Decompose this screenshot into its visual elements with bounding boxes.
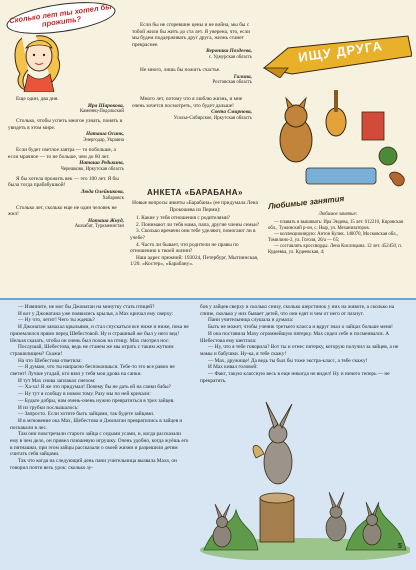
letter-signature: Наташа Редькина, (79, 160, 124, 167)
letter (8, 118, 124, 144)
letter-signature: Наташа Жнуд, (87, 217, 124, 224)
letter-location: Ашхабат, Туркменистан (74, 224, 124, 230)
story-column-left (10, 304, 190, 472)
letter-signature: Наташа Осинк, (86, 131, 124, 138)
story-paragraph: Пани учительница слушала и думала: (208, 317, 294, 324)
story-paragraph: — Ну что, летит! Чего ты ждешь? (18, 317, 95, 324)
hobby-label: Любимые занятия (267, 194, 345, 211)
story-paragraph: И вот у Джонатана уже появились крылья, а Мах кричал ему сверху: (18, 310, 174, 317)
story-paragraph: И Джонатан замахал крыльями, и стал спускаться все ниже и ниже, пока не приземлился прямо перед Шебестовой. Ну и страшный же был у него вид! Нельзя сказать, чтобы он очень был похож на птицу. Мах смотрел нос: (10, 324, 189, 344)
story-paragraph: — Ну, что я тебе говорила? Вот ты и отнес пятерку, которую получил за зайцев, а не мамы и бабушки. Ну-ка, я тебе скажу! (200, 344, 399, 357)
story-paragraph: И она поставила Маху огромнейшую пятерку. Мах сидел себе и посмеивался. А Шебестова ему шептала: (200, 330, 390, 344)
letter-location: Ростовская область (212, 80, 252, 86)
letter-location: с. Удмурская область (208, 54, 252, 60)
anketa-question: 4. Часто ли бывает, что родители не правы по отношению к твоей жизни? (130, 241, 239, 255)
letter (132, 67, 252, 86)
letter (8, 176, 124, 202)
story-paragraph: И тут Мах снова заплакал смехом: (18, 377, 96, 384)
bubble-title-text: Сколько лет ты хотел бы прожить? (8, 1, 113, 29)
story-paragraph: — Факт, такую классную весь в еще никогда не видел! Ну и ничего теперь — не прекратить. (200, 371, 390, 384)
friend-banner (262, 30, 412, 78)
hobby-item: — коллекционирую: Антон Кулик. 140070, Московская обл., Томилино-2, ул. Гоголя, 20/a — 65; (268, 232, 398, 243)
letter (8, 205, 124, 231)
anketa-title: АНКЕТА «БАРАБАНА» (147, 188, 243, 197)
story-paragraph: Быть не может, чтобы ученик третьего класса и вдруг знал о зайцах больше меня! (208, 324, 393, 331)
hobbies-title: Любимое занятие: (318, 212, 358, 217)
letter-text: Столько, чтобы успеть многое узнать, понять и увидеть в этом мире. (8, 118, 123, 131)
letter-location: Черешково, Иркутская область (60, 166, 124, 172)
page-number: 5 (398, 543, 402, 550)
letter (8, 147, 124, 173)
letters-col-1 (8, 96, 124, 230)
letter (132, 96, 252, 122)
hobbies-list (268, 212, 408, 256)
letter-location: Каменец-Подольский (80, 109, 124, 115)
story-paragraph: И в мгновение ока Мах, Шебестова и Джонатан превратились в зайцев и поскакали в лес. (10, 417, 183, 431)
girl-illustration (8, 30, 68, 92)
letter-text: Еще один, два дня. (16, 96, 59, 102)
story-paragraph: — Ха-ха! Я же это придумал! Почему бы не дать ей на санки бабы? (18, 384, 171, 391)
story-paragraph: — Ну тут я сообщу в новом тому. Разу мы по ней кричали: (18, 391, 151, 398)
story-paragraph: — Извините, не мог бы Джонатан на минутку стать птицей? (18, 304, 155, 310)
anketa-intro: Новые вопросы анкеты «Барабана» (ее придумала Лена Прокошева из Перми): (132, 200, 258, 213)
story-paragraph: И из трубки послышалось: (18, 404, 79, 411)
letter-location: Усолье-Сибирское, Иркутская область (173, 115, 252, 121)
letter-signature: Ира Шарокова, (87, 102, 124, 109)
letter-signature: Света Смирнова, (211, 109, 252, 116)
hobby-item: — составлять кроссворды. Лена Кислицына. 12 лет. 452450, п. Кудеевка, ул. Кудеевская, 4; (268, 244, 403, 255)
letter (8, 96, 124, 115)
hobby-illustration (266, 82, 412, 202)
letter-signature: Галина, (233, 73, 252, 80)
letter-text: Если будет светлое завтра — то побольше, а если мрачное — то не больше, чем до 60 лет. (8, 146, 116, 160)
hares-illustration (196, 400, 410, 560)
story-paragraph: — Будьте добры, нам очень-очень нужно превратиться в трех зайцев. (18, 397, 175, 404)
letter-text: Я бы хотела прожить век — это 100 лет. Я бы была тогда прабабушкой! (8, 175, 119, 189)
letter-signature: Вероника Поздеева, (206, 48, 252, 55)
letter-text: Не много, лишь бы пожить счастье. (140, 66, 221, 73)
story-paragraph: — Мах, дружище! Да ведь ты был бы тоже экстра-класс, а тебе скажу! (208, 357, 368, 364)
letter-text: Если бы не сгоревшие цены и не война, мы бы с тобой жили бы жить до ста лет. Я уверена, что, если мы будем поддерживать друг друга, жизнь станет прекраснее. (132, 22, 251, 48)
letter-location: Хабаровск (102, 195, 124, 201)
story-paragraph: Там они повстречали старого зайца с седыми усами, и, когда рассказали ему в чем дело, он привел плюшевую игрушку. Очень удобно, когда жуёшь его в пятнашки, при этом зайцы рассказали о своей жизни и разрешили детям считать себя зайцами. (10, 431, 189, 458)
story-paragraph: Послушай, Шебестова, ведь не станем же мы играть с таким жутким страшилищем? Скажи! (10, 344, 174, 357)
letter-signature: Люда Олейникова, (80, 188, 124, 195)
story-paragraph: Так что когда на следующий день пани учительница вызвала Маха, он говорил почти весь урок: сколько зу- (10, 458, 177, 471)
story-paragraph: И Мах кивал головой: (208, 364, 258, 371)
story-paragraph: На что Шебестова ответила: (18, 357, 82, 364)
letter (132, 22, 252, 61)
letters-col-2 (132, 22, 252, 122)
letter-text: Много лет, потому что я люблю жизнь, и мне очень хочется посмотреть, что будет дальше! (132, 96, 243, 109)
banner-text: ИЩУ ДРУГА (297, 38, 384, 65)
story-paragraph: — Запросто. Если хотите быть зайцами, так будете зайцами. (18, 411, 155, 418)
anketa-question: 1. Какие у тебя отношения с родителями? (136, 215, 231, 222)
story-column-right (200, 304, 404, 384)
anketa-address: Наш адрес прежний: 193024, Петербург, Мытнинская, 1/20. «Костер», «Барабану». (130, 254, 259, 268)
letter-location: Энергодар, Украина (83, 137, 124, 143)
letter-text: Столько лет, сколько еще не один человек не жил! (8, 204, 117, 218)
hobby-item: — плавать и вышивать: Ира Эмдева, 15 лет. 612210, Кировская обл., Тужинский р-он, с. Ныр, ул. Механизаторов. (268, 220, 403, 231)
story-paragraph: бов у зайцев сверху и сколько снизу, сколько шерстинок у них на животе, а сколько на спине, сколько у них бывает детей, что они едят и чем от него от пахнут. (200, 304, 395, 317)
story-paragraph: — Я думаю, что ты напрасно беспокоишься. Тебе-то это все равно не светит! Лучше угадай, кто взял у тебя мои дрова на санки. (10, 364, 175, 378)
anketa-box (130, 188, 260, 268)
anketa-question: 2. Понимают ли тебя мама, папа, другие члены семьи? (136, 221, 260, 228)
anketa-question: 3. Сколько времени они тебе уделяют, помогают ли в учебе? (130, 228, 256, 241)
